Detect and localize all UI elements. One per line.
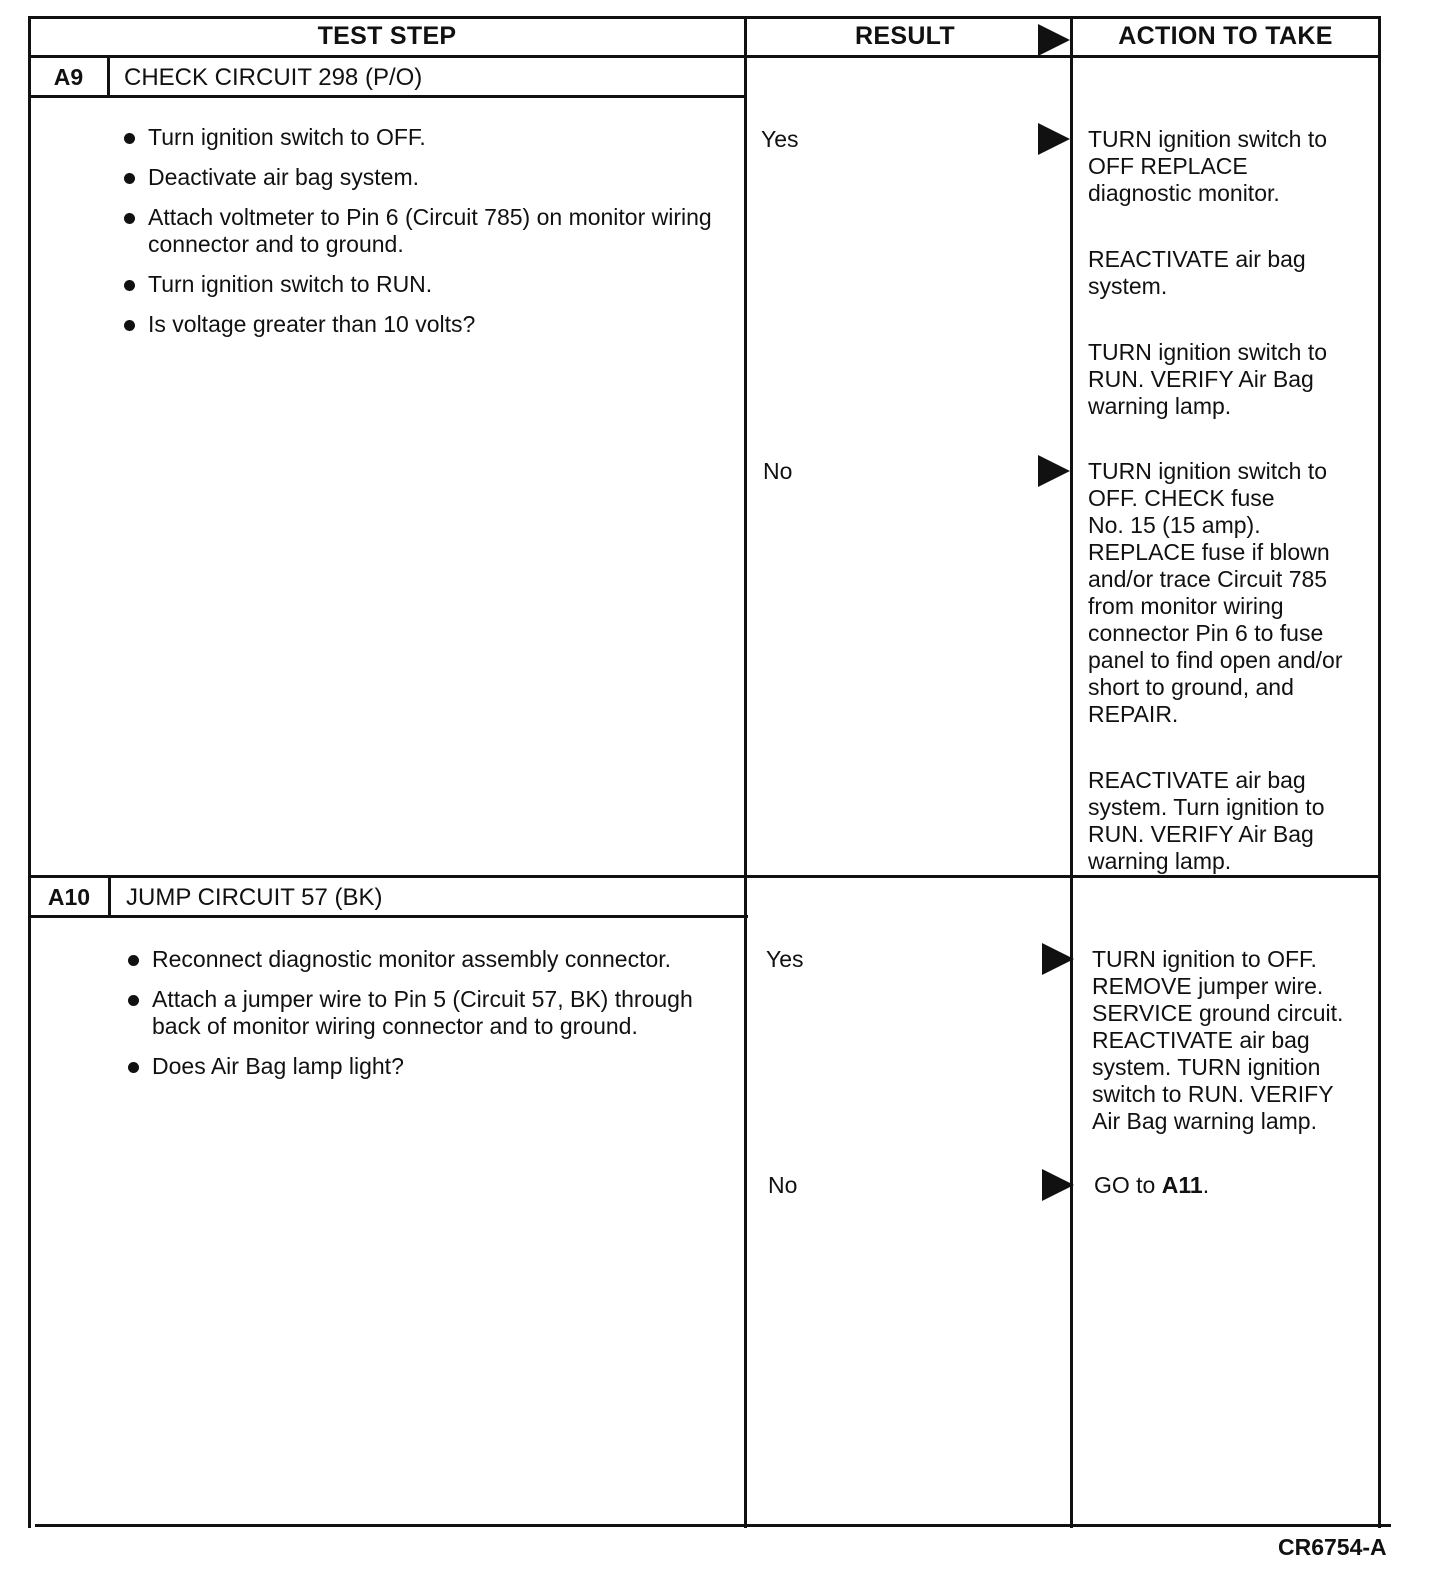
header-test-step: TEST STEP xyxy=(317,22,457,50)
instruction-text: Attach voltmeter to Pin 6 (Circuit 785) on monitor wiring connector and to ground. xyxy=(148,204,712,257)
list-item xyxy=(126,986,726,1040)
step-a10-yes-actions xyxy=(1092,946,1377,1174)
bullet-icon xyxy=(128,955,139,966)
bullet-icon xyxy=(124,173,135,184)
header-action-to-take: ACTION TO TAKE xyxy=(1118,22,1333,50)
bullet-icon xyxy=(124,280,135,291)
go-to-prefix: GO to xyxy=(1094,1172,1162,1198)
action-text: REACTIVATE air bag system. Turn ignition to RUN. VERIFY Air Bag warning lamp. xyxy=(1088,767,1325,874)
column-divider-result xyxy=(744,16,747,1528)
list-item xyxy=(126,946,726,973)
instruction-text: Does Air Bag lamp light? xyxy=(152,1053,404,1079)
step-a10-id: A10 xyxy=(47,884,91,910)
table-right-border xyxy=(1378,16,1381,1528)
header-result: RESULT xyxy=(855,22,955,50)
list-item xyxy=(122,204,722,258)
instruction-text: Attach a jumper wire to Pin 5 (Circuit 57, BK) through back of monitor wiring connector and to ground. xyxy=(152,986,693,1039)
action-text: REACTIVATE air bag system. xyxy=(1088,246,1306,299)
list-item xyxy=(122,271,722,298)
list-item xyxy=(126,1053,726,1080)
column-divider-action xyxy=(1070,16,1073,1528)
action-text: TURN ignition to OFF. REMOVE jumper wire. SERVICE ground circuit. REACTIVATE air bag system. TURN ignition switch to RUN. VERIFY Air Bag warning lamp. xyxy=(1092,946,1344,1134)
instruction-text: Deactivate air bag system. xyxy=(148,164,420,190)
step-a9-title: CHECK CIRCUIT 298 (P/O) xyxy=(124,64,423,91)
step-a10-instructions xyxy=(126,946,726,1093)
step-a9-result-yes: Yes xyxy=(761,126,799,152)
a9-id-divider xyxy=(107,55,110,97)
step-a9-instructions xyxy=(122,124,722,351)
list-item xyxy=(122,164,722,191)
instruction-text: Reconnect diagnostic monitor assembly connector. xyxy=(152,946,672,972)
bullet-icon xyxy=(128,995,139,1006)
step-a9-id: A9 xyxy=(53,64,84,90)
bullet-icon xyxy=(124,213,135,224)
bullet-icon xyxy=(128,1062,139,1073)
list-item xyxy=(122,311,722,338)
step-a10-title: JUMP CIRCUIT 57 (BK) xyxy=(126,884,383,911)
instruction-text: Turn ignition switch to RUN. xyxy=(148,271,433,297)
step-a10-result-no: No xyxy=(768,1172,798,1198)
action-text: TURN ignition switch to OFF REPLACE diagnostic monitor. xyxy=(1088,126,1328,206)
action-text: TURN ignition switch to OFF. CHECK fuse No. 15 (15 amp). REPLACE fuse if blown and/or trace Circuit 785 from monitor wiring connector Pin 6 to fuse panel to find open and/or short to ground, and REPAIR. xyxy=(1088,458,1343,727)
step-a10-yes-arrow-icon xyxy=(1042,943,1074,975)
step-a9-no-actions xyxy=(1088,458,1373,914)
step-a9-no-arrow-icon xyxy=(1038,455,1070,487)
a10-id-divider xyxy=(108,875,111,917)
table-bottom-border xyxy=(35,1524,1391,1527)
table-top-border xyxy=(28,16,1381,19)
list-item xyxy=(122,124,722,151)
step-a10-result-yes: Yes xyxy=(766,946,804,972)
go-to-target: A11 xyxy=(1161,1172,1203,1198)
a10-title-bottom xyxy=(28,915,748,918)
step-a10-no-arrow-icon xyxy=(1042,1169,1074,1201)
step-a10-no-action xyxy=(1094,1172,1374,1199)
step-a9-yes-actions xyxy=(1088,126,1373,459)
step-a9-yes-arrow-icon xyxy=(1038,123,1070,155)
bullet-icon xyxy=(124,133,135,144)
instruction-text: Is voltage greater than 10 volts? xyxy=(148,311,476,337)
header-result-arrow-icon xyxy=(1038,24,1070,56)
step-a9-result-no: No xyxy=(763,458,793,484)
action-text: TURN ignition switch to RUN. VERIFY Air Bag warning lamp. xyxy=(1088,339,1328,419)
go-to-suffix: . xyxy=(1202,1172,1210,1198)
bullet-icon xyxy=(124,320,135,331)
table-left-border xyxy=(28,16,31,1528)
instruction-text: Turn ignition switch to OFF. xyxy=(148,124,426,150)
figure-code: CR6754-A xyxy=(1278,1534,1387,1560)
header-divider xyxy=(28,55,1381,58)
a9-title-bottom xyxy=(28,95,746,98)
